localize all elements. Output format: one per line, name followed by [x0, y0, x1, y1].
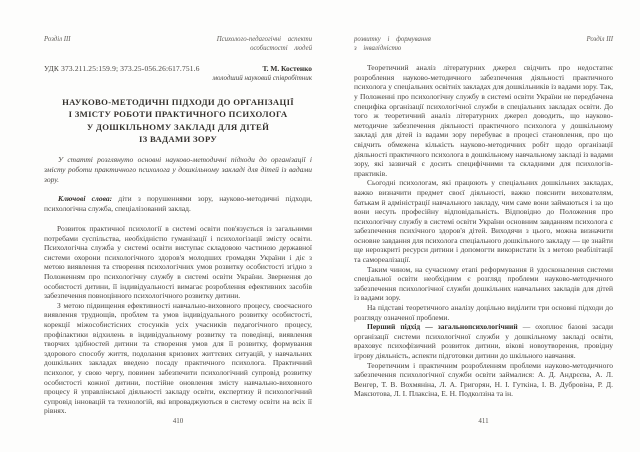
chapter-label: Розділ ІІІ [586, 36, 613, 43]
author-role: молодший науковий співробітник [212, 74, 312, 83]
running-title [217, 36, 312, 53]
approach-lead: Перший підхід — загальнопсихологічний [367, 322, 518, 332]
approach-text: — охоплює базові засади організації системи психологічної служби у дошкільному закладі освіти, враховує психофізичний розвиток дитини, вікові новоутворення, провідну ігрову діяльність, аспекти підготовки дитини до шкільного навчання. [354, 322, 614, 360]
body-paragraph: Сьогодні психологам, які працюють у спеціальних дошкільних закладах, важко визначити предмет своєї діяльності, важко пояснити вихователям, батькам й адміністрації навчального закладу, чим саме вони займаються і за що вони несуть професійну відповідальність. Відповідно до Положення про психологічну службу в системі освіти України основним завданням психолога є забезпечення психічного здоров'я дітей. Виходячи з цього, можна визначити основне завдання для психолога спеціального дошкільного закладу — це знайти ще нерозкриті ресурси дитини і допомогти використати їх з метою реабілітації та самореалізації. [354, 178, 613, 265]
chapter-label: Розділ ІІІ [44, 36, 71, 43]
body-paragraph: Таким чином, на сучасному етапі реформування й удосконалення системи спеціальної освіти необхідним є розгляд проблеми науково-методичного забезпечення психологічної служби дошкільних навчальних закладів для дітей із вадами зору. [354, 264, 613, 303]
running-title-line2: особистості людей [250, 44, 312, 52]
approach-paragraph [354, 322, 613, 360]
article-title-line: У ДОШКІЛЬНОМУ ЗАКЛАДІ ДЛЯ ДІТЕЙ [86, 121, 270, 132]
udc-author-row [44, 64, 312, 73]
body-paragraph: Теоретичний аналіз літературних джерел свідчить про недостатнє розроблення науково-методичного забезпечення діяльності практичного психолога у спеціальних освітніх закладах для дошкільників із вадами зору. Так, у Положенні про психологічну службу в системі освіти України не передбачена специфіка організації психологічної служби в спеціальних закладах освіти. До того ж теоретичний аналіз літературних джерел доводить, що науково-методичне забезпечення діяльності практичного психолога у дошкільному закладі для дітей із вадами зору перебуває в процесі становлення, про що свідчить обмежена кількість науково-методичних робіт щодо організації діяльності практичного психолога в дошкільному навчальному закладі із вадами зору, які зазвичай є досить специфічними та складними для психологів-практиків. [354, 63, 613, 178]
author-name: Т. М. Костенко [262, 64, 312, 74]
left-running-head [44, 36, 312, 53]
udc-code: УДК 373.211.25:159.9; 373.25-056.26:617.751.6 [44, 64, 200, 74]
running-title-line1: розвитку і формування [354, 36, 431, 43]
article-title-line: ІЗ ВАДАМИ ЗОРУ [138, 133, 218, 144]
page-number: 410 [172, 417, 184, 425]
running-title-line2: з інвалідністю [354, 44, 402, 52]
keywords-label: Ключові слова: [58, 194, 113, 203]
body-paragraph: Теоретичним і практичним розробленням проблеми науково-методичного забезпечення психологічної служби освіти займалися: А. Д. Андрєєва, А. Л. Венгер, Т. В. Вохмяніна, Л. А. Григорян, Н. І. Гуткіна, І. В. Дубровіна, Р. Д. Максютова, Л. І. Плаксіна, Е. Н. Подколзіна та ін. [354, 360, 613, 399]
article-title [44, 96, 312, 145]
body-paragraph: Розвиток практичної психології в системі освіти пов'язується із загальними потребами суспільства, необхідністю гуманізації і психологізації змісту освіти. Психологічна служба у системі освіти виступає складовою частиною державної системи охорони психологічного здоров'я молодших громадян України і діє з метою виявлення та створення психологічних умов розвитку особистості згідно з Положенням про психологічну службу в системі освіти України. Звернення до особистості дитини, її індивідуальності вимагає розроблення ефективних засобів забезпечення повноцінного психологічного розвитку дитини. [44, 224, 312, 301]
abstract: У статті розглянуто основні науково-методичні підходи до організації і змісту роботи практичного психолога у дошкільному закладі для дітей із вадами зору. [44, 155, 312, 184]
right-running-head [354, 36, 613, 53]
article-title-line: І ЗМІСТУ РОБОТИ ПРАКТИЧНОГО ПСИХОЛОГА [68, 109, 288, 120]
running-title [354, 36, 431, 53]
keywords-text: діти з порушеннями зору, науково-методичні підходи, психологічна служба, спеціалізований заклад. [44, 194, 313, 213]
page-number: 411 [478, 417, 489, 425]
body-paragraph: З метою підвищення ефективності навчально-виховного процесу, своєчасного виявлення труднощів, проблем та умов індивідуального розвитку особистості, корекції міжособистісних стосунків усіх учасників педагогічного процесу, профілактики відхилень в індивідуальному розвитку та поведінці, виявлення творчих здібностей дитини та створення умов для її розвитку, формування здорового способу життя, подолання кризових життєвих ситуацій, у навчальних дошкільних закладах введено посаду практичного психолога. Практичний психолог, у свою чергу, повинен забезпечити психологічний супровід розвитку особистості кожної дитини, постійне оновлення змісту навчально-виховного процесу й управлінської діяльності закладу освіти, експертизу й психологічний супровід інновацій та технологій, які впроваджуються в систему освіти на всіх її рівнях. [44, 300, 312, 416]
article-title-line: НАУКОВО-МЕТОДИЧНІ ПІДХОДИ ДО ОРГАНІЗАЦІЇ [62, 97, 294, 108]
right-page [354, 36, 613, 436]
keywords-paragraph [44, 194, 312, 214]
left-page [44, 36, 312, 436]
running-title-line1: Психолого-педагогічні аспекти [216, 36, 312, 43]
body-paragraph: На підставі теоретичного аналізу доцільно виділити три основні підходи до розгляду означеної проблеми. [354, 303, 613, 322]
